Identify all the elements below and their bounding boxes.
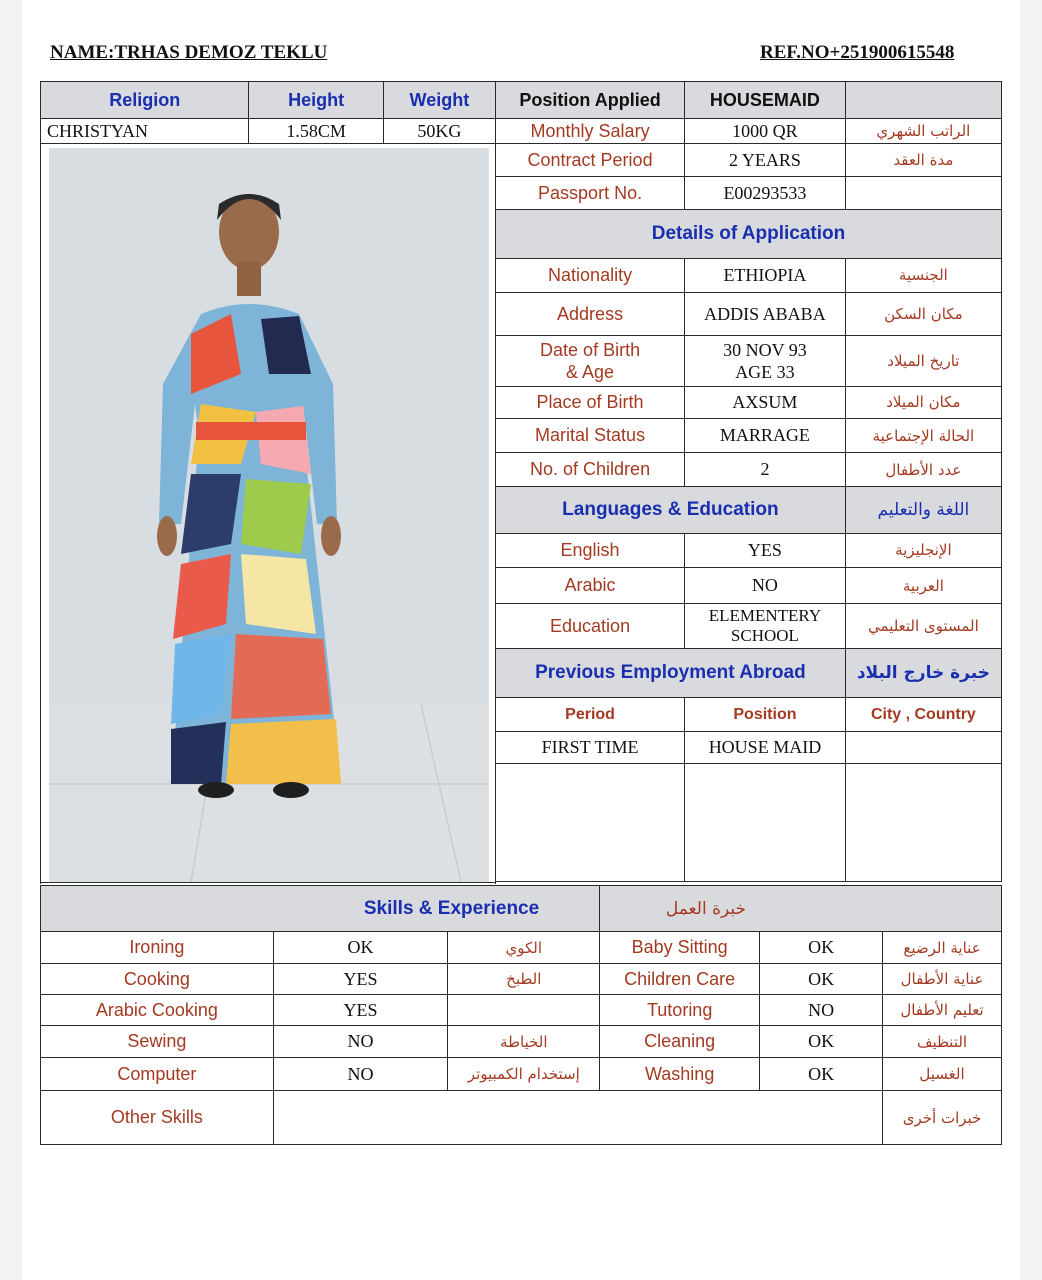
contract-period-arabic: مدة العقد [845,144,1001,177]
skills-section-title-arabic: خبرة العمل [600,886,1002,932]
address-arabic: مكان السكن [845,293,1001,336]
employment-period-value: FIRST TIME [496,732,685,763]
employment-empty-cell-1 [496,763,685,882]
cv-main-table [40,81,1002,883]
header-empty-cell [845,82,1001,119]
nationality-label: Nationality [496,258,685,292]
monthly-salary-arabic: الراتب الشهري [845,119,1001,144]
skill-sewing-arabic: الخياطة [448,1026,600,1058]
children-value: 2 [685,453,846,487]
skill-baby-sitting-value: OK [760,932,883,964]
dob-label-line2: & Age [566,362,615,383]
skill-computer-arabic: إستخدام الكمبيوتر [448,1058,600,1091]
children-label: No. of Children [496,453,685,487]
skill-sewing-label: Sewing [41,1026,274,1058]
dob-date: 30 NOV 93 [723,340,807,361]
marital-status-value: MARRAGE [685,418,846,452]
birthplace-arabic: مكان الميلاد [845,386,1001,418]
dob-age: AGE 33 [735,362,795,383]
left-page-margin [0,0,22,1280]
skill-arabic-cooking-value: YES [273,995,448,1026]
skill-washing-label: Washing [600,1058,760,1091]
skill-cleaning-arabic: التنظيف [883,1026,1002,1058]
children-arabic: عدد الأطفال [845,453,1001,487]
education-label: Education [496,604,685,648]
languages-section-title: Languages & Education [496,487,846,533]
skill-cooking-value: YES [273,964,448,995]
skills-table [40,885,1002,1145]
skill-cleaning-value: OK [760,1026,883,1058]
monthly-salary-value: 1000 QR [685,119,846,144]
candidate-photo [41,144,496,883]
employment-city-header: City , Country [845,698,1001,732]
passport-value: E00293533 [685,177,846,210]
marital-status-arabic: الحالة الإجتماعية [845,418,1001,452]
arabic-label: Arabic [496,568,685,604]
monthly-salary-label: Monthly Salary [496,119,685,144]
skills-section-title: Skills & Experience [41,886,600,932]
english-value: YES [685,533,846,567]
languages-section-title-arabic: اللغة والتعليم [845,487,1001,533]
other-skills-label: Other Skills [41,1091,274,1145]
skill-cleaning-label: Cleaning [600,1026,760,1058]
contract-period-label: Contract Period [496,144,685,177]
employment-section-title-arabic: خبرة خارج البلاد [845,648,1001,697]
birthplace-value: AXSUM [685,386,846,418]
skill-ironing-arabic: الكوي [448,932,600,964]
skill-washing-arabic: الغسيل [883,1058,1002,1091]
skill-sewing-value: NO [273,1026,448,1058]
contract-period-value: 2 YEARS [685,144,846,177]
passport-empty-cell [845,177,1001,210]
details-section-title: Details of Application [496,210,1002,258]
employment-empty-cell-3 [845,763,1001,882]
candidate-name: NAME:TRHAS DEMOZ TEKLU [50,42,328,63]
employment-section-title: Previous Employment Abroad [496,648,846,697]
skill-tutoring-label: Tutoring [600,995,760,1026]
employment-period-header: Period [496,698,685,732]
skill-arabic-cooking-arabic [448,995,600,1026]
skill-children-care-arabic: عناية الأطفال [883,964,1002,995]
dob-label-line1: Date of Birth [540,340,641,361]
skill-cooking-arabic: الطبخ [448,964,600,995]
height-label: Height [249,82,383,119]
skill-washing-value: OK [760,1058,883,1091]
address-value: ADDIS ABABA [685,293,846,336]
education-value [685,604,846,648]
nationality-arabic: الجنسية [845,258,1001,292]
english-label: English [496,533,685,567]
education-arabic: المستوى التعليمي [845,604,1001,648]
skill-baby-sitting-label: Baby Sitting [600,932,760,964]
arabic-arabic: العربية [845,568,1001,604]
basic-info-row [41,119,1002,144]
position-applied-label: Position Applied [496,82,685,119]
birthplace-label: Place of Birth [496,386,685,418]
header-row [41,82,1002,119]
skill-baby-sitting-arabic: عناية الرضيع [883,932,1002,964]
employment-empty-cell-2 [685,763,846,882]
skill-arabic-cooking-label: Arabic Cooking [41,995,274,1026]
skill-tutoring-arabic: تعليم الأطفال [883,995,1002,1026]
weight-value: 50KG [383,119,495,144]
education-value-line1: ELEMENTERY [708,606,822,625]
height-value: 1.58CM [249,119,383,144]
employment-position-value: HOUSE MAID [685,732,846,763]
right-page-margin [1020,0,1042,1280]
dob-arabic: تاريخ الميلاد [845,336,1001,386]
english-arabic: الإنجليزية [845,533,1001,567]
religion-value: CHRISTYAN [41,119,249,144]
other-skills-arabic: خبرات أخرى [883,1091,1002,1145]
address-label: Address [496,293,685,336]
religion-label: Religion [41,82,249,119]
education-value-line2: SCHOOL [730,626,799,645]
dob-value [685,336,846,386]
reference-number: REF.NO+251900615548 [760,42,955,63]
skill-ironing-value: OK [273,932,448,964]
dob-label [496,336,685,386]
skill-cooking-label: Cooking [41,964,274,995]
skill-computer-label: Computer [41,1058,274,1091]
arabic-value: NO [685,568,846,604]
passport-label: Passport No. [496,177,685,210]
other-skills-value [273,1091,882,1145]
candidate-photo-illustration [41,144,495,882]
employment-city-value [845,732,1001,763]
skill-tutoring-value: NO [760,995,883,1026]
marital-status-label: Marital Status [496,418,685,452]
nationality-value: ETHIOPIA [685,258,846,292]
position-applied-value: HOUSEMAID [685,82,846,119]
weight-label: Weight [383,82,495,119]
skill-computer-value: NO [273,1058,448,1091]
employment-position-header: Position [685,698,846,732]
skill-children-care-value: OK [760,964,883,995]
skill-children-care-label: Children Care [600,964,760,995]
skill-ironing-label: Ironing [41,932,274,964]
